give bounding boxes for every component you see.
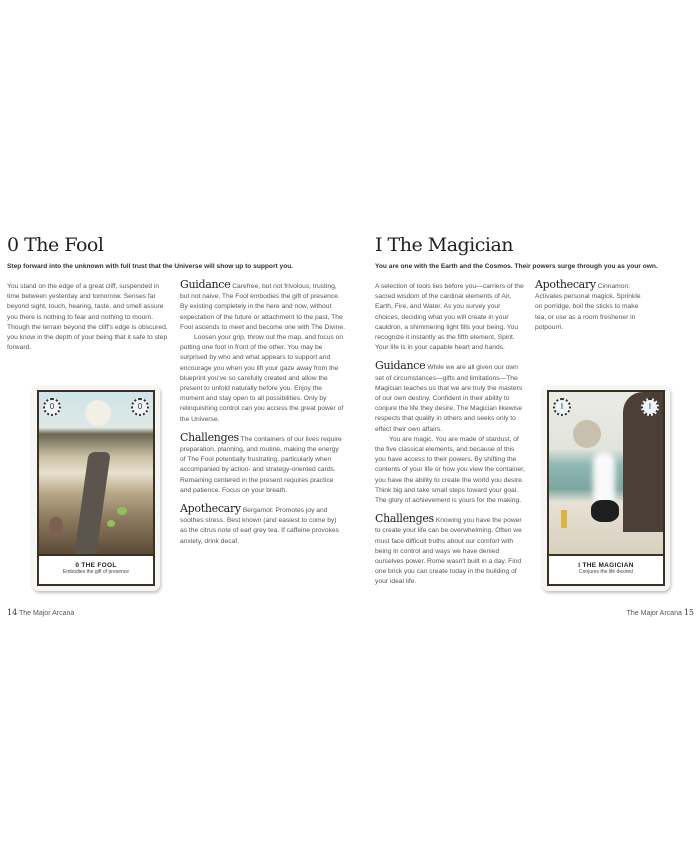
card-number-right: 0: [131, 398, 149, 416]
card-name: I THE MAGICIAN: [578, 562, 634, 569]
fool-illustration: [39, 392, 153, 554]
guidance-text: Carefree, but not frivolous, trusting, but not naive, The Fool embodies the gift of presence. By existing completely in the here and now, without expectation of the future or attachment to the past, The Fool ascends to meet and become one with The Divine.: [180, 283, 345, 331]
subtitle: Step forward into the unknown with full trust that the Universe will show up to support you.: [7, 263, 294, 270]
card-number-left: I: [553, 398, 571, 416]
card-number-left: 0: [43, 398, 61, 416]
apothecary-text: Cinnamon: Activates personal magick. Sprinkle on porridge, boil the sticks to make tea, or use as a room freshener in potpourri.: [535, 283, 641, 331]
guidance-column: [180, 280, 345, 547]
guidance-text-2: Loosen your grip, throw out the map, and focus on putting one foot in front of the other. You may be surprised by who and what appears to support and encourage you when you lift your gaze away from the blueprint you've so carefully created and allow the present to unfold naturally before you. Enjoy the moment and stay open to all possibilities. Only by relinquishing control can you access the great power of the Universe.: [180, 334, 344, 423]
card-desc: Embodies the gift of presence: [62, 569, 130, 575]
page-title: I The Magician: [375, 234, 514, 256]
intro-text: You stand on the edge of a great cliff, suspended in time between yesterday and tomorrow. Senses far beyond sight, touch, hearing, taste, and smell assure you there is nothing to fear and nothing to mourn. Though the terrain beyond the cliff's edge is obscured, you know in the depth of your being that it safe to step forward.: [7, 283, 168, 352]
apothecary-column: [535, 280, 648, 333]
footer-section: The Major Arcana: [19, 610, 75, 617]
intro-text: A selection of tools lies before you—carriers of the sacred wisdom of the cardinal elements of Air, Earth, Fire, and Water. As you survey your choices, deciding what you will create in your cauldron, a shimmering light fills your being. You recognize it instantly as the fifth element, Spirit. Your life is in your capable heart and hands.: [375, 283, 524, 352]
apothecary-heading: Apothecary: [535, 278, 596, 291]
card-number-right: I: [641, 398, 659, 416]
intro-column: [7, 282, 170, 353]
footer: [7, 608, 74, 617]
footer-section: The Major Arcana: [626, 610, 682, 617]
page-number: 15: [683, 608, 694, 617]
apothecary-text: Bergamot: Promotes joy and soothes stress. Best known (and easiest to come by) as the citrus note of earl grey tea. If caffeine provokes anxiety, drink decaf.: [180, 507, 339, 545]
card-desc: Conjures the life desired: [579, 569, 633, 575]
magician-illustration: [549, 392, 663, 554]
footer: [627, 608, 694, 617]
page-title: 0 The Fool: [7, 234, 104, 256]
main-column: [375, 282, 525, 588]
guidance-text-2: You are magic. You are made of stardust, of the five classical elements, and because of this you have access to their powers. By shifting the contents of your life or how you view the container, you have the ability to create the world you desire. Think big and take small steps toward your goal. The glory of achievement is yours for the making.: [375, 435, 525, 505]
subtitle: You are one with the Earth and the Cosmos. Their powers surge through you as your own.: [375, 263, 658, 270]
guidance-heading: Guidance: [375, 359, 426, 373]
guidance-text: While we are all given our own set of circumstances—gifts and limitations—The Magician teaches us that we are truly the masters of our own destiny. Confident in their ability to conjure the life they desire, The Magician likewise respects that quality in others and seeks only to effect their own affairs.: [375, 364, 523, 433]
apothecary-heading: Apothecary: [180, 502, 241, 516]
challenges-text: The containers of our lives require preparation, planning, and routine, making the energy of The Fool potentially frustrating, particularly when accompanied by action- and strategy-oriented cards. Remaining centered in the present requires practice and patience. Focus on your breath.: [180, 435, 342, 494]
fool-card: [32, 385, 160, 591]
page-number: 14: [7, 608, 18, 617]
challenges-heading: Challenges: [375, 512, 434, 526]
guidance-heading: Guidance: [180, 278, 231, 291]
challenges-text: Knowing you have the power to create your life can be overwhelming. Often we must face difficult truths about our comfort with being in control and ways we have denied ourselves power. Rome wasn't built in a day. Find one brick you can create today in the building of your ideal life.: [375, 517, 522, 586]
challenges-heading: Challenges: [180, 430, 239, 444]
magician-card: [542, 385, 670, 591]
right-page: [350, 0, 700, 855]
card-name: 0 THE FOOL: [75, 562, 117, 569]
